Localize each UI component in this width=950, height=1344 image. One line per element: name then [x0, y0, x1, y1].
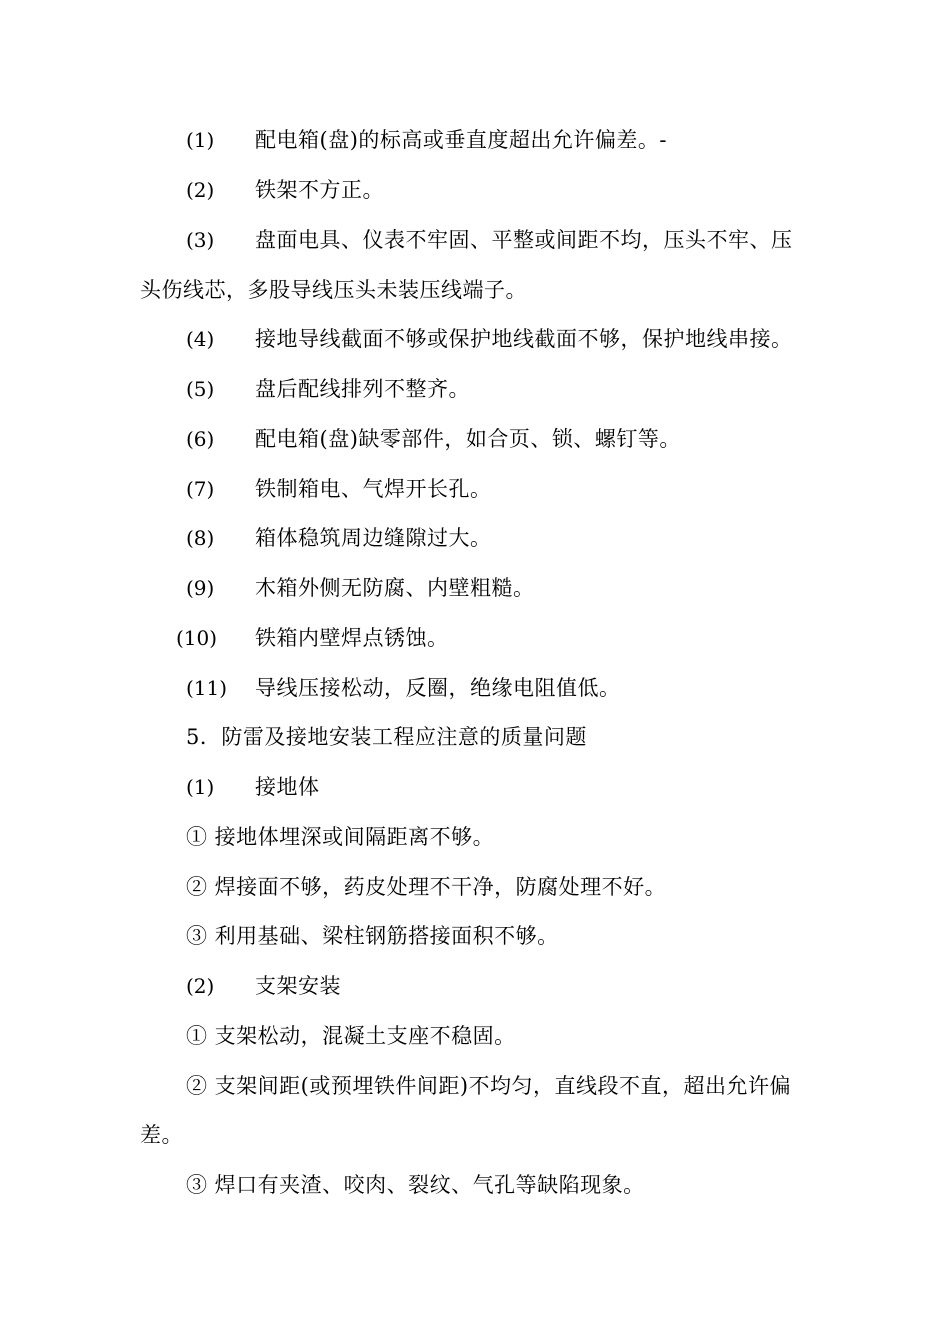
list-item: ① 接地体埋深或间隔距离不够。	[186, 825, 495, 849]
item-number: (10)	[176, 626, 218, 650]
item-text: 配电箱(盘)缺零部件，如合页、锁、螺钉等。	[255, 427, 681, 451]
item-text: 盘后配线排列不整齐。	[255, 377, 470, 401]
item-number: (7)	[186, 477, 215, 501]
list-item: ③ 焊口有夹渣、咬肉、裂纹、气孔等缺陷现象。	[186, 1173, 645, 1197]
item-number: (6)	[186, 427, 215, 451]
item-text: 铁箱内壁焊点锈蚀。	[255, 626, 449, 650]
item-number: (5)	[186, 377, 215, 401]
item-number: (8)	[186, 526, 215, 550]
list-item: ③ 利用基础、梁柱钢筋搭接面积不够。	[186, 924, 559, 948]
item-text-continuation: 头伤线芯，多股导线压头未装压线端子。	[140, 278, 527, 302]
subsection-number: (2)	[186, 974, 215, 998]
item-number: (2)	[186, 178, 215, 202]
list-item: ① 支架松动，混凝土支座不稳固。	[186, 1024, 516, 1048]
item-text: 接地导线截面不够或保护地线截面不够，保护地线串接。	[255, 327, 793, 351]
item-number: (4)	[186, 327, 215, 351]
item-number: (9)	[186, 576, 215, 600]
subsection-title: 接地体	[255, 775, 320, 799]
item-text: 铁制箱电、气焊开长孔。	[255, 477, 492, 501]
list-item-continuation: 差。	[140, 1123, 183, 1147]
item-number: (11)	[186, 676, 228, 700]
item-text: 盘面电具、仪表不牢固、平整或间距不均，压头不牢、压	[255, 228, 793, 252]
item-number: (3)	[186, 228, 215, 252]
list-item: ② 支架间距(或预埋铁件间距)不均匀，直线段不直，超出允许偏	[186, 1074, 792, 1098]
item-text: 导线压接松动，反圈，绝缘电阻值低。	[255, 676, 621, 700]
list-item: ② 焊接面不够，药皮处理不干净，防腐处理不好。	[186, 875, 667, 899]
subsection-title: 支架安装	[255, 974, 341, 998]
item-text: 箱体稳筑周边缝隙过大。	[255, 526, 492, 550]
item-text: 铁架不方正。	[255, 178, 384, 202]
section-heading: 5．防雷及接地安装工程应注意的质量问题	[186, 725, 587, 749]
item-text: 配电箱(盘)的标高或垂直度超出允许偏差。-	[255, 128, 667, 152]
subsection-number: (1)	[186, 775, 215, 799]
item-text: 木箱外侧无防腐、内壁粗糙。	[255, 576, 535, 600]
item-number: (1)	[186, 128, 215, 152]
